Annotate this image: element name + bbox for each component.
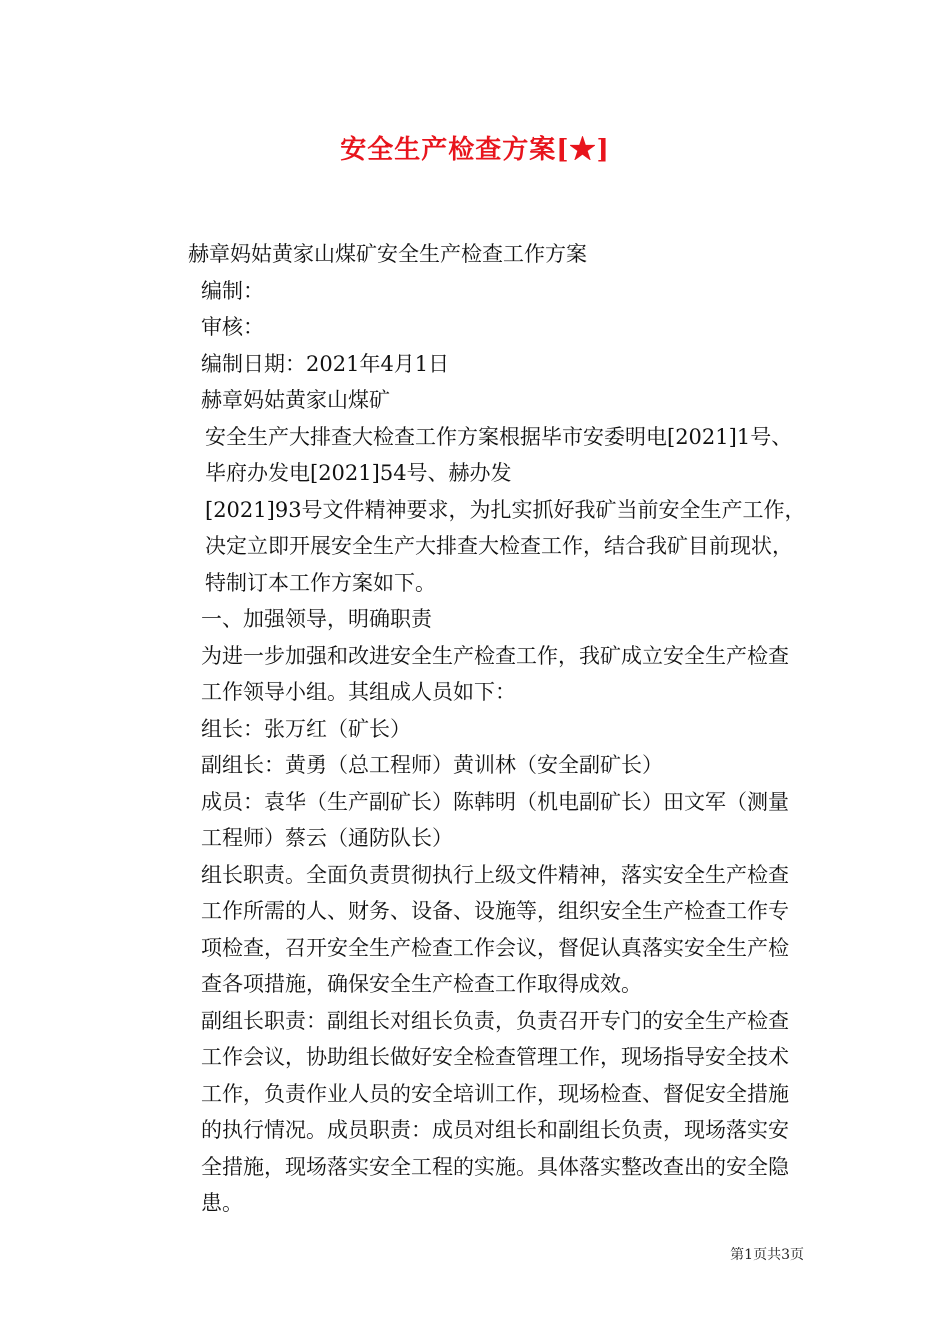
compile-date-line: 编制日期：2021年4月1日: [201, 351, 450, 376]
paragraph-basis: 安全生产大排查大检查工作方案根据毕市安委明电[2021]1号、毕府办发电[2021]54号、赫办发: [205, 424, 793, 485]
paragraph-group-setup: 为进一步加强和改进安全生产检查工作，我矿成立安全生产检查工作领导小组。其组成人员如下：: [201, 643, 789, 704]
paragraph-deputy-duties: 副组长职责：副组长对组长负责，负责召开专门的安全生产检查工作会议，协助组长做好安全检查管理工作，现场指导安全技术工作，负责作业人员的安全培训工作，现场检查、督促安全措施的执行情况。成员职责：成员对组长和副组长负责，现场落实安全措施，现场落实安全工程的实施。具体落实整改查出的安全隐患。: [201, 1008, 789, 1215]
group-leader-line: 组长：张万红（矿长）: [201, 716, 411, 741]
paragraph-leader-duties: 组长职责。全面负责贯彻执行上级文件精神，落实安全生产检查工作所需的人、财务、设备、设施等，组织安全生产检查工作专项检查，召开安全生产检查工作会议，督促认真落实安全生产检查各项措施，确保安全生产检查工作取得成效。: [201, 862, 789, 996]
deputy-leader-line: 副组长：黄勇（总工程师）黄训林（安全副矿长）: [201, 753, 663, 777]
members-line: 成员：袁华（生产副矿长）陈韩明（机电副矿长）田文军（测量工程师）蔡云（通防队长）: [201, 789, 789, 850]
mine-name-line: 赫章妈姑黄家山煤矿: [201, 388, 390, 412]
reviewer-line: 审核：: [201, 315, 264, 339]
compiler-line: 编制：: [201, 278, 264, 303]
document-body: [145, 236, 807, 1222]
document-title: 安全生产检查方案[★]: [340, 135, 610, 165]
page-number: 第1页共3页: [730, 1247, 804, 1263]
paragraph-requirements: [2021]93号文件精神要求，为扎实抓好我矿当前安全生产工作，决定立即开展安全生产大排查大检查工作，结合我矿目前现状，特制订本工作方案如下。: [205, 497, 806, 595]
section-heading-leadership: 一、加强领导，明确职责: [201, 607, 432, 631]
heading-mine-plan: 赫章妈姑黄家山煤矿安全生产检查工作方案: [188, 242, 587, 266]
